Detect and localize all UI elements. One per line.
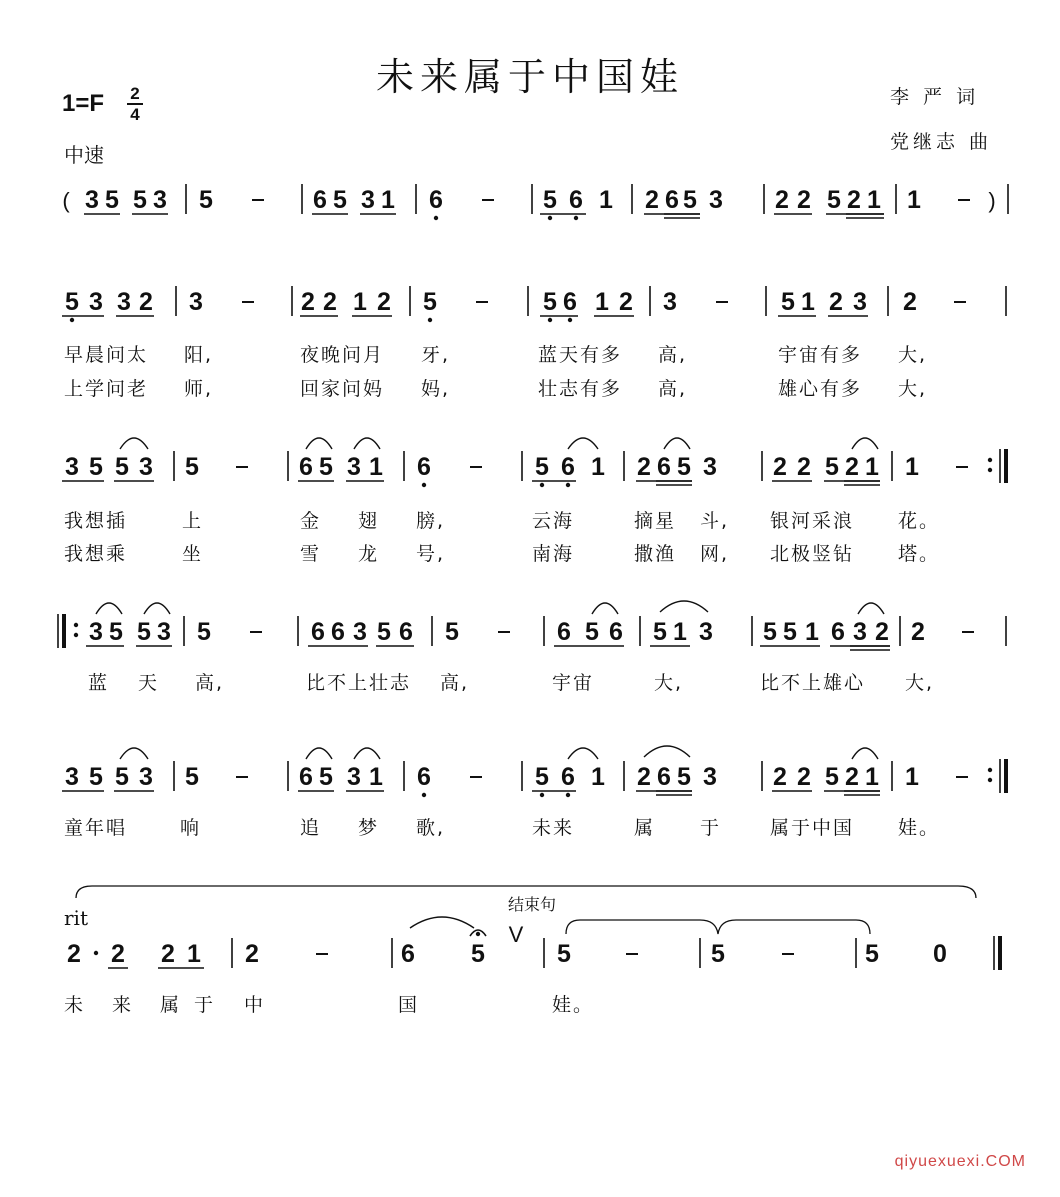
note-digit: 5 (89, 453, 103, 481)
note-digit: 3 (85, 186, 99, 214)
note-digit: 2 (619, 288, 633, 316)
note-digit: 5 (471, 940, 485, 968)
slur-arc (96, 603, 122, 614)
lyric-r1-v1-s7: 宇宙有多 (778, 344, 863, 366)
note-digit: 5 (319, 453, 333, 481)
note-digit: 5 (105, 186, 119, 214)
lyric-r4-s3: 追 (300, 817, 322, 839)
octave-dot (94, 951, 98, 955)
lyric-r5-s6: 国 (398, 994, 420, 1016)
octave-dot (988, 458, 992, 462)
note-digit: 3 (699, 618, 713, 646)
note-digit: 1 (187, 940, 201, 968)
lyric-r1-v2-s6: 高, (658, 378, 688, 400)
note-digit: 5 (115, 763, 129, 791)
slur-arc (120, 438, 148, 449)
note-digit: 5 (763, 618, 777, 646)
octave-dot (476, 932, 480, 936)
lyric-r2-v1-s3: 金 (300, 510, 322, 532)
note-digit: 5 (825, 763, 839, 791)
note-digit: 5 (185, 763, 199, 791)
note-digit: 3 (157, 618, 171, 646)
note-digit: 2 (829, 288, 843, 316)
slur-arc (858, 603, 884, 614)
lyric-r5-s5: 中 (244, 994, 266, 1016)
lyric-r5-s3: 属 (160, 994, 182, 1016)
lyric-r3-s7: 大, (654, 672, 684, 694)
octave-dot (568, 318, 572, 322)
note-digit: 6 (299, 453, 313, 481)
lyric-r2-v1-s6: 云海 (532, 510, 575, 532)
lyric-r3-s6: 宇宙 (552, 672, 595, 694)
note-digit: 3 (353, 618, 367, 646)
note-digit: 1 (599, 186, 613, 214)
time-signature-top: 2 (130, 84, 140, 103)
note-digit: 5 (319, 763, 333, 791)
lyric-r1-v1-s1: 早晨问太 (64, 344, 149, 366)
note-digit: 6 (417, 763, 431, 791)
lyric-r2-v1-s4: 翅 (358, 510, 380, 532)
ritardando-marking: rit (64, 906, 88, 930)
lyric-r4-s5: 歌, (416, 817, 446, 839)
note-digit: 5 (711, 940, 725, 968)
note-digit: 2 (845, 453, 859, 481)
note-digit: 3 (663, 288, 677, 316)
octave-dot (428, 318, 432, 322)
note-digit: 5 (377, 618, 391, 646)
note-digit: 5 (109, 618, 123, 646)
lyric-r1-v1-s4: 牙, (421, 344, 451, 366)
note-digit: 3 (89, 288, 103, 316)
octave-dot (422, 793, 426, 797)
note-digit: 5 (535, 763, 549, 791)
note-digit: 1 (867, 186, 881, 214)
lyric-r2-v2-s8: 网, (700, 543, 730, 565)
note-digit: 2 (797, 453, 811, 481)
lyric-r3-s2: 天 (138, 672, 160, 694)
lyric-r4-s6: 未来 (532, 817, 575, 839)
slur-arc (592, 603, 618, 614)
octave-dot (566, 483, 570, 487)
note-digit: 3 (117, 288, 131, 316)
note-digit: 1 (865, 763, 879, 791)
slur-arc (644, 746, 690, 757)
note-digit: 5 (677, 763, 691, 791)
note-digit: 2 (847, 186, 861, 214)
slur-arc (306, 438, 332, 449)
note-digit: 1 (905, 763, 919, 791)
note-digit: 5 (197, 618, 211, 646)
note-digit: 5 (865, 940, 879, 968)
lyric-r3-s5: 高, (440, 672, 470, 694)
note-digit: 2 (797, 763, 811, 791)
note-digit: 5 (557, 940, 571, 968)
note-digit: 3 (153, 186, 167, 214)
slur-arc (852, 438, 878, 449)
note-digit: 5 (199, 186, 213, 214)
note-digit: 6 (657, 453, 671, 481)
note-digit: 6 (561, 453, 575, 481)
key-signature: 1=F (62, 90, 105, 117)
note-digit: 5 (133, 186, 147, 214)
note-digit: 2 (845, 763, 859, 791)
note-digit: 1 (591, 763, 605, 791)
note-digit: 1 (381, 186, 395, 214)
slur-arc (852, 748, 878, 759)
slur-arc (354, 438, 380, 449)
octave-dot (74, 623, 78, 627)
slur-arc (664, 438, 690, 449)
note-digit: 6 (561, 763, 575, 791)
lyric-r1-v2-s3: 回家问妈 (300, 378, 385, 400)
lyric-r2-v1-s7: 摘星 (634, 510, 677, 532)
note-digit: 6 (313, 186, 327, 214)
lyric-r4-s2: 响 (180, 817, 202, 839)
note-digit: 2 (775, 186, 789, 214)
song-title: 未来属于中国娃 (375, 55, 684, 99)
octave-dot (434, 216, 438, 220)
slur-arc (660, 601, 708, 612)
note-digit: 2 (323, 288, 337, 316)
lyric-r2-v2-s7: 撒渔 (634, 543, 677, 565)
lyric-r2-v1-s2: 上 (182, 510, 204, 532)
slur-arc (306, 748, 332, 759)
time-signature-bottom: 4 (127, 103, 143, 124)
note-digit: 5 (137, 618, 151, 646)
lyric-r1-v2-s2: 师, (184, 378, 214, 400)
note-digit: 5 (445, 618, 459, 646)
octave-dot (422, 483, 426, 487)
note-digit: 0 (933, 940, 947, 968)
lyric-r1-v1-s5: 蓝天有多 (538, 344, 623, 366)
note-digit: 1 (591, 453, 605, 481)
octave-dot (540, 483, 544, 487)
note-digit: 1 (865, 453, 879, 481)
note-digit: 2 (139, 288, 153, 316)
lyric-r5-s7: 娃。 (552, 994, 595, 1016)
note-digit: 6 (311, 618, 325, 646)
note-digit: 5 (423, 288, 437, 316)
note-digit: 2 (637, 453, 651, 481)
note-digit: 1 (673, 618, 687, 646)
note-digit: 5 (677, 453, 691, 481)
note-digit: 6 (657, 763, 671, 791)
lyric-r2-v1-s1: 我想插 (64, 510, 128, 532)
note-digit: 3 (361, 186, 375, 214)
lyric-r2-v1-s8: 斗, (700, 510, 730, 532)
note-digit: 6 (331, 618, 345, 646)
composer-credit: 党继志 曲 (890, 131, 993, 153)
note-digit: 6 (609, 618, 623, 646)
note-digit: 3 (89, 618, 103, 646)
note-digit: 5 (543, 288, 557, 316)
octave-dot (70, 318, 74, 322)
lyric-r3-s9: 大, (905, 672, 935, 694)
note-digit: 2 (773, 763, 787, 791)
lyric-r3-s3: 高, (195, 672, 225, 694)
lyric-r3-s1: 蓝 (88, 672, 110, 694)
lyric-r4-s9: 属于中国 (770, 817, 855, 839)
note-digit: 2 (911, 618, 925, 646)
note-digit: 6 (417, 453, 431, 481)
note-digit: 5 (543, 186, 557, 214)
note-digit: 1 (353, 288, 367, 316)
note-digit: 2 (637, 763, 651, 791)
lyric-r4-s10: 娃。 (898, 817, 941, 839)
lyric-r1-v2-s7: 雄心有多 (778, 378, 863, 400)
lyric-r5-s2: 来 (112, 994, 134, 1016)
note-digit: 6 (831, 618, 845, 646)
lyric-r2-v2-s1: 我想乘 (64, 543, 128, 565)
lyric-r2-v2-s4: 龙 (358, 543, 380, 565)
note-digit: 6 (665, 186, 679, 214)
note-digit: 3 (703, 763, 717, 791)
octave-dot (574, 216, 578, 220)
note-digit: 2 (67, 940, 81, 968)
lyric-r1-v2-s1: 上学问老 (64, 378, 149, 400)
lyric-r3-s4: 比不上壮志 (306, 672, 412, 694)
ending-phrase-label: 结束句 (508, 895, 557, 914)
note-digit: 5 (827, 186, 841, 214)
breath-mark: V (508, 922, 524, 947)
lyric-r2-v2-s2: 坐 (182, 543, 204, 565)
tempo-marking: 中速 (64, 143, 104, 167)
slur-arc (410, 917, 474, 928)
note-digit: 5 (333, 186, 347, 214)
lyric-r3-s8: 比不上雄心 (760, 672, 866, 694)
octave-dot (988, 468, 992, 472)
octave-dot (566, 793, 570, 797)
note-digit: 6 (557, 618, 571, 646)
lyric-r2-v2-s10: 塔。 (898, 543, 941, 565)
note-digit: 3 (65, 453, 79, 481)
note-digit: 6 (563, 288, 577, 316)
lyric-r1-v2-s8: 大, (898, 378, 928, 400)
note-digit: 2 (645, 186, 659, 214)
lyric-r5-s4: 于 (194, 994, 216, 1016)
note-digit: 5 (683, 186, 697, 214)
note-digit: 3 (347, 763, 361, 791)
lyric-r4-s1: 童年唱 (64, 817, 128, 839)
note-digit: 1 (801, 288, 815, 316)
octave-dot (548, 216, 552, 220)
note-digit: 2 (797, 186, 811, 214)
note-digit: 3 (189, 288, 203, 316)
lyric-r1-v1-s6: 高, (658, 344, 688, 366)
tie-arc (566, 920, 870, 934)
lyric-r1-v1-s3: 夜晚问月 (300, 344, 385, 366)
note-digit: 1 (595, 288, 609, 316)
note-digit: 3 (853, 618, 867, 646)
note-digit: 1 (369, 453, 383, 481)
lyric-r2-v1-s10: 花。 (898, 510, 941, 532)
lyric-r1-v2-s4: 妈, (421, 378, 451, 400)
lyric-r2-v2-s3: 雪 (300, 543, 322, 565)
note-digit: 6 (299, 763, 313, 791)
note-digit: 5 (653, 618, 667, 646)
lyric-r4-s4: 梦 (358, 817, 380, 839)
lyric-r2-v2-s9: 北极竖钻 (770, 543, 855, 565)
note-digit: 2 (245, 940, 259, 968)
lyric-r1-v1-s2: 阳, (184, 344, 214, 366)
note-digit: 2 (111, 940, 125, 968)
note-digit: 1 (905, 453, 919, 481)
note-digit: 5 (535, 453, 549, 481)
note-digit: 2 (301, 288, 315, 316)
octave-dot (988, 768, 992, 772)
note-digit: 5 (781, 288, 795, 316)
slur-arc (568, 438, 598, 449)
note-digit: 6 (429, 186, 443, 214)
note-digit: 5 (115, 453, 129, 481)
note-digit: 2 (875, 618, 889, 646)
slur-arc (354, 748, 380, 759)
note-digit: 2 (773, 453, 787, 481)
note-digit: 5 (585, 618, 599, 646)
lyric-r2-v1-s5: 膀, (416, 510, 446, 532)
note-digit: 5 (65, 288, 79, 316)
octave-dot (540, 793, 544, 797)
slur-arc (120, 748, 148, 759)
lyric-r4-s7: 属 (634, 817, 656, 839)
parenthesis: ( (62, 188, 70, 213)
lyric-r1-v2-s5: 壮志有多 (538, 378, 623, 400)
octave-dot (988, 778, 992, 782)
slur-arc (144, 603, 170, 614)
note-digit: 6 (399, 618, 413, 646)
note-digit: 3 (65, 763, 79, 791)
note-digit: 5 (89, 763, 103, 791)
lyric-r1-v1-s8: 大, (898, 344, 928, 366)
note-digit: 6 (401, 940, 415, 968)
lyric-r2-v1-s9: 银河采浪 (770, 510, 855, 532)
watermark-text: qiyuexuexi.COM (894, 1153, 1026, 1170)
octave-dot (548, 318, 552, 322)
note-digit: 1 (369, 763, 383, 791)
note-digit: 1 (907, 186, 921, 214)
note-digit: 3 (703, 453, 717, 481)
note-digit: 5 (185, 453, 199, 481)
lyric-r4-s8: 于 (700, 817, 722, 839)
slur-arc (568, 748, 598, 759)
note-digit: 3 (709, 186, 723, 214)
lyric-r2-v2-s5: 号, (416, 543, 446, 565)
note-digit: 5 (825, 453, 839, 481)
note-digit: 5 (783, 618, 797, 646)
note-digit: 2 (903, 288, 917, 316)
note-digit: 2 (377, 288, 391, 316)
note-digit: 2 (161, 940, 175, 968)
note-digit: 3 (347, 453, 361, 481)
note-digit: 3 (853, 288, 867, 316)
parenthesis: ) (988, 188, 996, 213)
lyricist-credit: 李 严 词 (890, 86, 980, 108)
octave-dot (74, 633, 78, 637)
note-digit: 3 (139, 453, 153, 481)
note-digit: 3 (139, 763, 153, 791)
lyric-r2-v2-s6: 南海 (532, 543, 575, 565)
note-digit: 6 (569, 186, 583, 214)
lyric-r5-s1: 未 (64, 994, 86, 1016)
note-digit: 1 (805, 618, 819, 646)
